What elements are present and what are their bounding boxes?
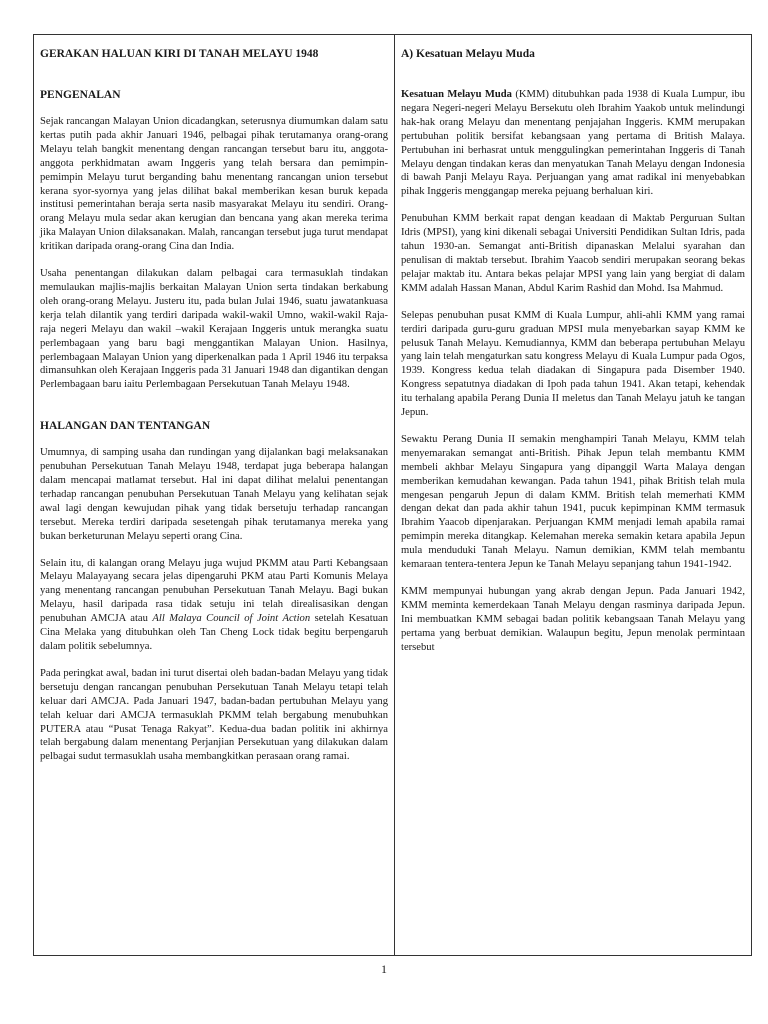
right-column [395,35,751,955]
document-title: GERAKAN HALUAN KIRI DI TANAH MELAYU 1948 [40,48,319,60]
kmm-bold-term: Kesatuan Melayu Muda [401,89,512,100]
paragraph: Sejak rancangan Malayan Union dicadangkan, seterusnya diumumkan dalam satu kertas putih pada akhir Januari 1946, pelbagai pihak terutamanya orang-orang Melayu telah bangkit menentang dengan rancangan tersebut baru itu, anggota-anggota perkhidmatan awam Inggeris yang telah bersara dan pemimpin-pemimpin Melayu turut berganding bahu menentang rancangan union tersebut kerana syor-syornya yang jelas dilihat bakal memberikan kesan buruk kepada institusi pemerintahan beraja serta nasib masyarakat Melayu itu sendiri. Orang-orang Melayu mula sedar akan kerugian dan bencana yang akan mereka terima jika Malayan Union dilaksanakan. Malah, rancangan tersebut juga turut mendapat kritikan daripada orang-orang Cina dan India. [40,116,388,253]
page-number: 1 [381,962,387,976]
paragraph: KMM mempunyai hubungan yang akrab dengan Jepun. Pada Januari 1942, KMM meminta kemerdekaan Tanah Melayu dengan rasminya daripada Jepun. Ini membuatkan KMM sebagai badan politik kebangsaan Tanah Melayu yang pertama yang berbuat demikian. Walaupun begitu, Jepun menolak permintaan tersebut [401,586,745,653]
paragraph: Pada peringkat awal, badan ini turut disertai oleh badan-badan Melayu yang tidak bersetuju dengan rancangan penubuhan Persekutuan Tanah Melayu tetapi telah keluar dari AMCJA. Pada Januari 1947, badan-badan pertubuhan Melayu yang telah keluar dari AMCJA termasuklah PKMM telah bergabung menubuhkan PUTERA atau “Pusat Tenaga Rakyat”. Kedua-dua badan politik ini akhirnya telah bergabung dalam menentang Perjanjian Persekutuan yang dilakukan dalam pelbagai sudut termasuklah usaha membangkitkan perasaan orang ramai. [40,667,388,763]
paragraph: Usaha penentangan dilakukan dalam pelbagai cara termasuklah tindakan memulaukan majlis-majlis berkaitan Malayan Union serta tindakan berkabung oleh orang-orang Melayu. Justeru itu, pada bulan Julai 1946, suatu jawatankuasa kerja telah dilantik yang terdiri daripada wakil-wakil Umno, wakil-wakil Raja-raja negeri Melayu dan wakil –wakil Kerajaan Inggeris untuk merangka suatu perlembagaan yang baru bagi menggantikan Malayan Union. Hasilnya, perlembagaan Malayan Union yang diperkenalkan pada 1 April 1946 itu terpaksa dimansuhkan oleh Kerajaan Inggeris pada 31 Januari 1948 dan digantikan dengan Perlembagaan baru iaitu Perlembagaan Persekutuan Tanah Melayu 1948. [40,268,388,391]
section-heading-kmm: A) Kesatuan Melayu Muda [401,48,535,60]
paragraph: Umumnya, di samping usaha dan rundingan yang dijalankan bagi melaksanakan penubuhan Persekutuan Tanah Melayu 1948, terdapat juga beberapa halangan dalam mencapai matlamat tersebut. Hal ini dapat dilihat melalui penentangan terhadap rancangan penubuhan Persekutuan Tanah Melayu yang kelihatan sejak awal lagi dengan kewujudan pihak yang tidak bersetuju terhadap rancangan tersebut. Mereka terdiri daripada sesetengah pihak terutamanya mereka yang bukan berketurunan Melayu seperti orang Cina. [40,447,388,542]
amcja-full-name: All Malaya Council of Joint Action [152,613,311,625]
section-heading-halangan: HALANGAN DAN TENTANGAN [40,420,211,433]
paragraph-text: (KMM) ditubuhkan pada 1938 di Kuala Lumpur, ibu negara Negeri-negeri Melayu Bersekutu oleh Ibrahim Yaakob untuk melindungi hak-hak orang Melayu dan menentang penjajahan Inggeris. KMM merupakan pertubuhan politik bersifat kebangsaan yang pertama di British Malaya. Pertubuhan ini berhasrat untuk menggulingkan pemerintahan Inggeris di Tanah Melayu dengan tindakan keras dan menyatukan Tanah Melayu dengan Indonesia di bawah Panji Melayu Raya. Perjuangan yang amat radikal ini menyebabkan pihak Inggeris menggangap mereka pejuang berhaluan kiri. [401,89,745,198]
paragraph: Selepas penubuhan pusat KMM di Kuala Lumpur, ahli-ahli KMM yang ramai terdiri daripada guru-guru graduan MPSI mula menyebarkan sayap KMM ke pelusuk Tanah Melayu. Kemudiannya, KMM dan beberapa pertubuhan Melayu yang lain telah mengaturkan satu kongress Melayu di Kuala Lumpur pada Ogos, 1939. Kongress kedua telah diadakan di Singapura pada Disember 1940. Kongress sepatutnya diadakan di Ipoh pada tahun 1941. Akan tetapi, kehendak itu terhalang apabila Perang Dunia II meletus dan Tanah Melayu jatuh ke tangan Jepun. [401,309,745,419]
section-heading-pengenalan: PENGENALAN [40,89,121,101]
document-table [33,34,752,956]
paragraph-text: setelah Kesatuan Cina Melaka yang ditubuhkan oleh Tan Cheng Lock tidak begitu berpengaruh dalam politik sebelumnya. [40,613,388,652]
paragraph [401,88,745,199]
paragraph [40,557,388,654]
left-column [34,35,395,955]
paragraph-text: Selain itu, di kalangan orang Melayu juga wujud PKMM atau Parti Kebangsaan Melayu Malayayang secara jelas dipengaruhi PKM atau Parti Komunis Melaya yang menentang rancangan penubuhan Persekutuan Tanah Melayu. Bagi bukan Melayu, hasil daripada rasa tidak setuju ini telah direalisasikan dengan penubuhan AMCJA atau [40,557,388,625]
paragraph: Penubuhan KMM berkait rapat dengan keadaan di Maktab Perguruan Sultan Idris (MPSI), yang kini dikenali sebagai Universiti Pendidikan Sultan Idris, pada tahun 1930-an. Semangat anti-British dipanaskan Melalui syarahan dan penulisan di maktab tersebut. Ibrahim Yaacob sendiri merupakan seorang bekas pelajar maktab itu. Antara bekas pelajar MPSI yang lain yang bergiat di dalam KMM adalah Hassan Manan, Abdul Karim Rashid dan Mohd. Isa Mahmud. [401,213,745,294]
paragraph: Sewaktu Perang Dunia II semakin menghampiri Tanah Melayu, KMM telah menyemarakan semangat anti-British. Pihak Jepun telah membantu KMM membeli akhbar Melayu Singapura yang dipanggil Warta Malaya dengan memberikan kemudahan kewangan. Pada tahun 1941, pihak British telah mula mengesan pengaruh Jepun di dalam KMM. British telah memerhati KMM dengan dekat dan pada akhir tahun 1941, pucuk kepimpinan KMM termasuk Ibrahim Yaacob dipenjarakan. Perjuangan KMM menjadi lemah apabila ramai pemimpin mereka ditangkap. Kelemahan mereka semakin ketara apabila Jepun mula menduduki Tanah Melayu. Namun demikian, KMM telah membantu kemaraan tentera-tentera Jepun ke Tanah Melayu sepanjang tahun 1941-1942. [401,433,745,571]
